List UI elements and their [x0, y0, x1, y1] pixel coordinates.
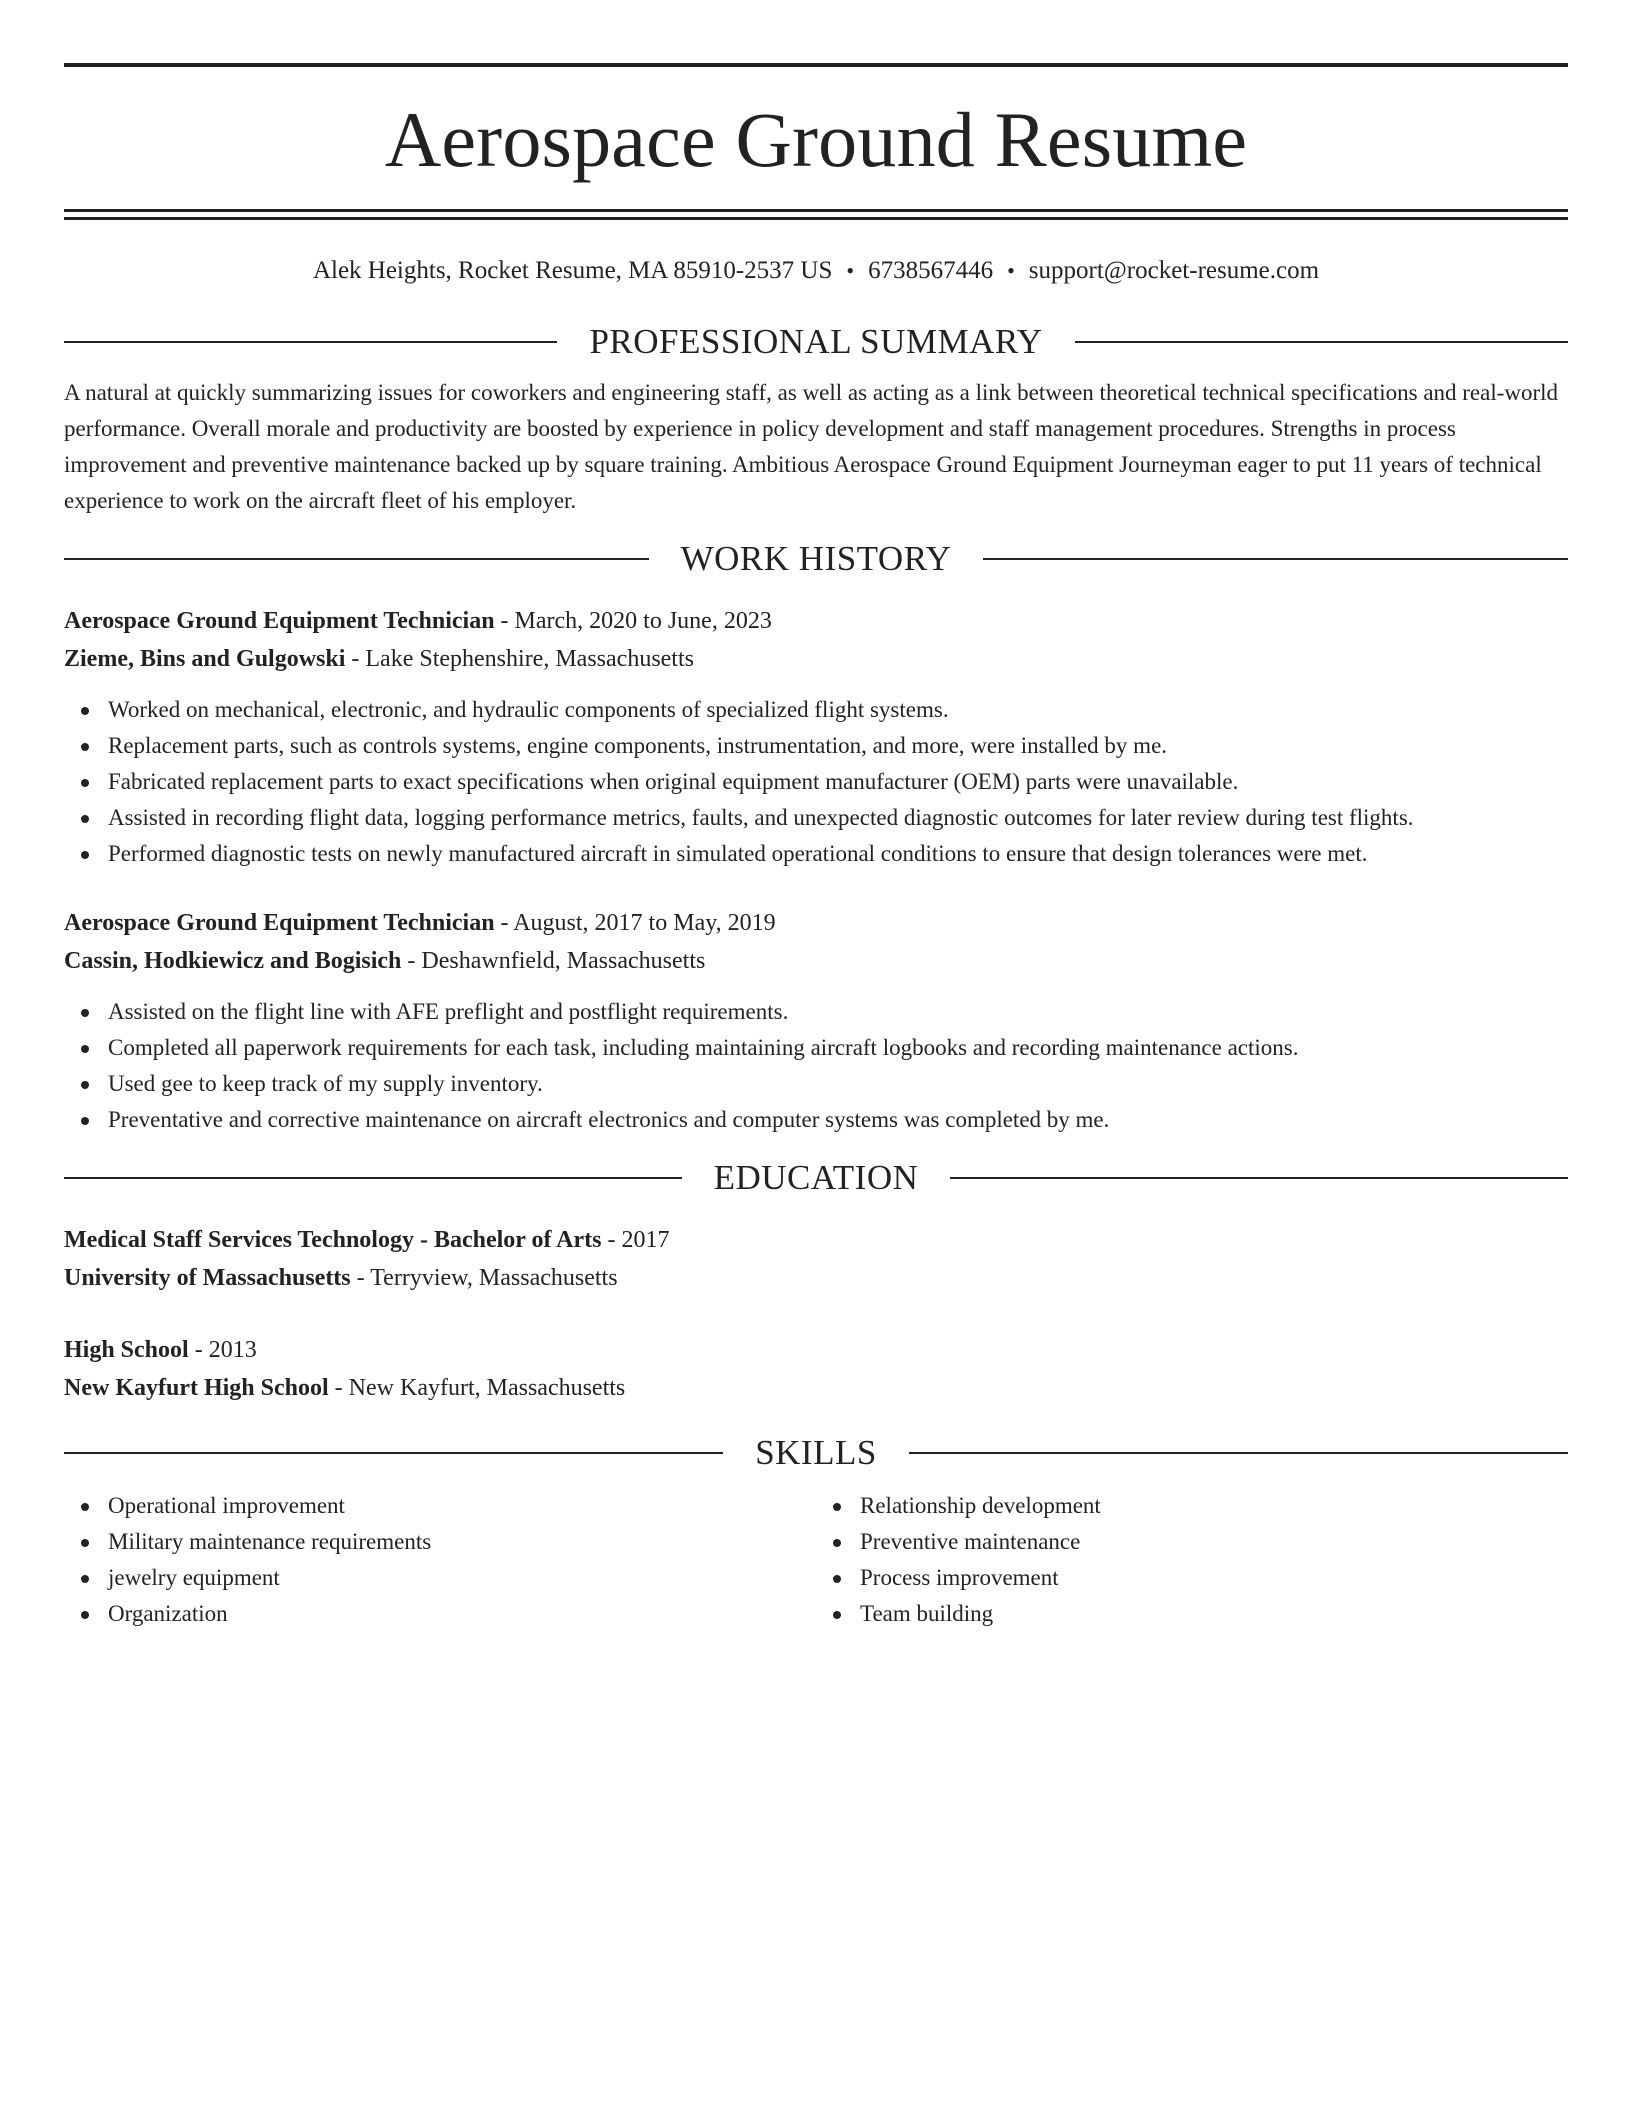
education-entry	[64, 1221, 1568, 1297]
education-year: - 2013	[188, 1337, 257, 1363]
section-heading-label: PROFESSIONAL SUMMARY	[589, 322, 1043, 361]
job-bullets	[64, 994, 1568, 1138]
job-location: - Deshawnfield, Massachusetts	[401, 948, 706, 974]
job-title: Aerospace Ground Equipment Technician	[64, 608, 495, 634]
skill-item: Relationship development	[816, 1488, 1568, 1524]
heading-rule	[909, 1452, 1568, 1454]
job-dates: - August, 2017 to May, 2019	[494, 910, 776, 936]
job-title-line	[64, 904, 1568, 942]
section-heading-work	[64, 541, 1568, 576]
contact-line	[64, 256, 1568, 286]
title-double-rule	[64, 209, 1568, 220]
skill-item: jewelry equipment	[64, 1560, 816, 1596]
education-school-line	[64, 1259, 1568, 1297]
contact-address: Alek Heights, Rocket Resume, MA 85910-2537 US	[312, 257, 833, 284]
job-entry	[64, 904, 1568, 1138]
job-bullets	[64, 692, 1568, 872]
education-degree-line	[64, 1331, 1568, 1369]
list-item: Assisted on the flight line with AFE preflight and postflight requirements.	[64, 994, 1568, 1030]
skill-item: Team building	[816, 1596, 1568, 1632]
heading-rule	[64, 341, 557, 343]
page-title: Aerospace Ground Resume	[384, 96, 1248, 183]
skills-column-right	[816, 1488, 1568, 1632]
list-item: Fabricated replacement parts to exact specifications when original equipment manufacturer (OEM) parts were unavailable.	[64, 764, 1568, 800]
heading-rule	[64, 558, 649, 560]
skill-item: Military maintenance requirements	[64, 1524, 816, 1560]
heading-rule	[983, 558, 1568, 560]
education-school: New Kayfurt High School	[64, 1375, 329, 1401]
section-heading-education	[64, 1160, 1568, 1195]
job-company-line	[64, 942, 1568, 980]
skill-item: Preventive maintenance	[816, 1524, 1568, 1560]
top-rule	[64, 63, 1568, 67]
list-item: Preventative and corrective maintenance on aircraft electronics and computer systems was completed by me.	[64, 1102, 1568, 1138]
heading-rule	[64, 1177, 682, 1179]
heading-rule	[64, 1452, 723, 1454]
list-item: Assisted in recording flight data, logging performance metrics, faults, and unexpected diagnostic outcomes for later review during test flights.	[64, 800, 1568, 836]
skill-item: Process improvement	[816, 1560, 1568, 1596]
heading-rule	[950, 1177, 1568, 1179]
education-location: - Terryview, Massachusetts	[350, 1265, 618, 1291]
list-item: Completed all paperwork requirements for each task, including maintaining aircraft logbooks and recording maintenance actions.	[64, 1030, 1568, 1066]
education-school: University of Massachusetts	[64, 1265, 351, 1291]
list-item: Replacement parts, such as controls systems, engine components, instrumentation, and more, were installed by me.	[64, 728, 1568, 764]
skill-item: Operational improvement	[64, 1488, 816, 1524]
education-year: - 2017	[601, 1227, 670, 1253]
education-school-line	[64, 1369, 1568, 1407]
job-location: - Lake Stephenshire, Massachusetts	[345, 646, 694, 672]
education-degree-line	[64, 1221, 1568, 1259]
summary-text: A natural at quickly summarizing issues for coworkers and engineering staff, as well as acting as a link between theoretical technical specifications and real-world performance. Overall morale and productivity are boosted by experience in policy development and staff management procedures. Strengths in process improvement and preventive maintenance backed up by square training. Ambitious Aerospace Ground Equipment Journeyman eager to put 11 years of technical experience to work on the aircraft fleet of his employer.	[64, 380, 1559, 513]
contact-phone: 6738567446	[868, 257, 994, 284]
list-item: Performed diagnostic tests on newly manufactured aircraft in simulated operational conditions to ensure that design tolerances were met.	[64, 836, 1568, 872]
job-title-line	[64, 602, 1568, 640]
section-heading-summary	[64, 324, 1568, 359]
skills-column-left	[64, 1488, 816, 1632]
job-company-line	[64, 640, 1568, 678]
job-title: Aerospace Ground Equipment Technician	[64, 910, 495, 936]
education-degree: Medical Staff Services Technology - Bachelor of Arts	[64, 1227, 602, 1253]
section-heading-label: SKILLS	[755, 1433, 877, 1472]
list-item: Worked on mechanical, electronic, and hydraulic components of specialized flight systems.	[64, 692, 1568, 728]
skill-item: Organization	[64, 1596, 816, 1632]
contact-separator: •	[846, 258, 855, 283]
section-heading-skills	[64, 1435, 1568, 1470]
education-location: - New Kayfurt, Massachusetts	[328, 1375, 626, 1401]
job-dates: - March, 2020 to June, 2023	[494, 608, 772, 634]
job-company: Zieme, Bins and Gulgowski	[64, 646, 346, 672]
education-degree: High School	[64, 1337, 189, 1363]
job-entry	[64, 602, 1568, 872]
heading-rule	[1075, 341, 1568, 343]
education-entry	[64, 1331, 1568, 1407]
skills-grid	[64, 1488, 1568, 1632]
list-item: Used gee to keep track of my supply inventory.	[64, 1066, 1568, 1102]
contact-separator: •	[1007, 258, 1015, 283]
contact-email: support@rocket-resume.com	[1028, 257, 1320, 284]
section-heading-label: EDUCATION	[713, 1158, 919, 1197]
job-company: Cassin, Hodkiewicz and Bogisich	[64, 948, 402, 974]
section-heading-label: WORK HISTORY	[680, 539, 952, 578]
